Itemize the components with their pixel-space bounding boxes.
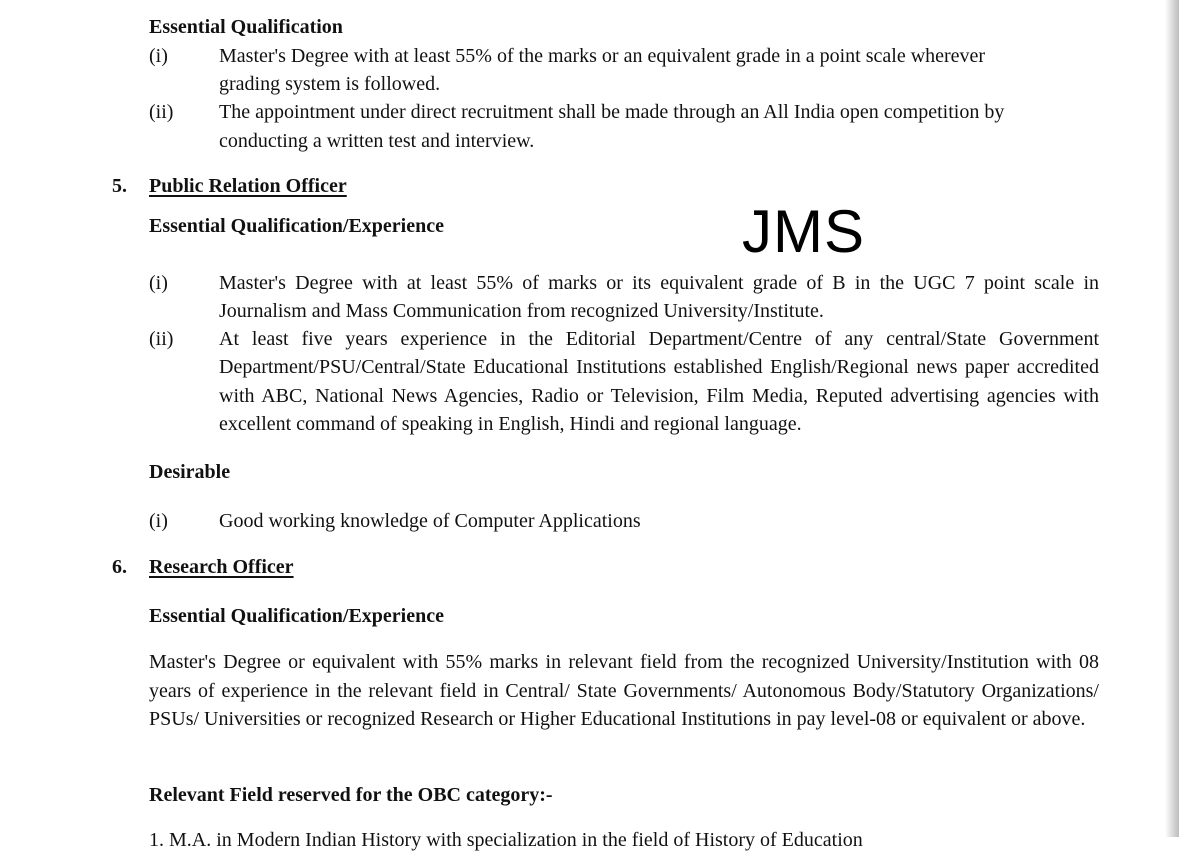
essential-qualification-heading: Essential Qualification/Experience — [149, 215, 444, 237]
list-item-line: grading system is followed. — [219, 73, 441, 95]
list-number: (i) — [149, 272, 168, 294]
list-item: At least five years experience in the Editorial Department/Centre of any central/State Government Department/PSU/Central/State Educational Institutions established English/Regional news paper accredited with ABC, National News Agencies, Radio or Television, Film Media, Reputed advertising agencies with excellent command of speaking in English, Hindi and regional language. — [219, 328, 1099, 435]
section-title-research-officer: Research Officer — [149, 556, 294, 578]
section-number: 5. — [112, 175, 127, 197]
essential-qualification-heading: Essential Qualification — [149, 16, 343, 38]
cut-off-line: 1. M.A. in Modern Indian History with specialization in the field of History of Education — [149, 829, 863, 851]
list-number: (i) — [149, 45, 168, 67]
page-edge-shadow — [1165, 0, 1179, 837]
list-number: (ii) — [149, 101, 174, 123]
section-title-public-relation-officer: Public Relation Officer — [149, 175, 347, 197]
list-item-line: Master's Degree with at least 55% of the marks or an equivalent grade in a point scale wherever — [219, 45, 986, 67]
obc-heading: Relevant Field reserved for the OBC category:- — [149, 784, 553, 806]
section-number: 6. — [112, 556, 127, 578]
watermark: JMS — [742, 198, 865, 265]
desirable-heading: Desirable — [149, 461, 231, 483]
list-item: Good working knowledge of Computer Applications — [219, 510, 641, 532]
qualification-paragraph: Master's Degree or equivalent with 55% marks in relevant field from the recognized University/Institution with 08 years of experience in the relevant field in Central/ State Governments/ Autonomous Body/Statutory Organizations/ PSUs/ Universities or recognized Research or Higher Educational Institutions in pay level-08 or equivalent or above. — [149, 651, 1099, 730]
list-item-line: The appointment under direct recruitment shall be made through an All India open competition by — [219, 101, 1005, 123]
list-item: Master's Degree with at least 55% of marks or its equivalent grade of B in the UGC 7 point scale in Journalism and Mass Communication from recognized University/Institute. — [219, 272, 1099, 323]
list-number: (ii) — [149, 328, 174, 350]
essential-qualification-heading: Essential Qualification/Experience — [149, 605, 444, 627]
list-item-line: conducting a written test and interview. — [219, 130, 535, 152]
list-number: (i) — [149, 510, 168, 532]
